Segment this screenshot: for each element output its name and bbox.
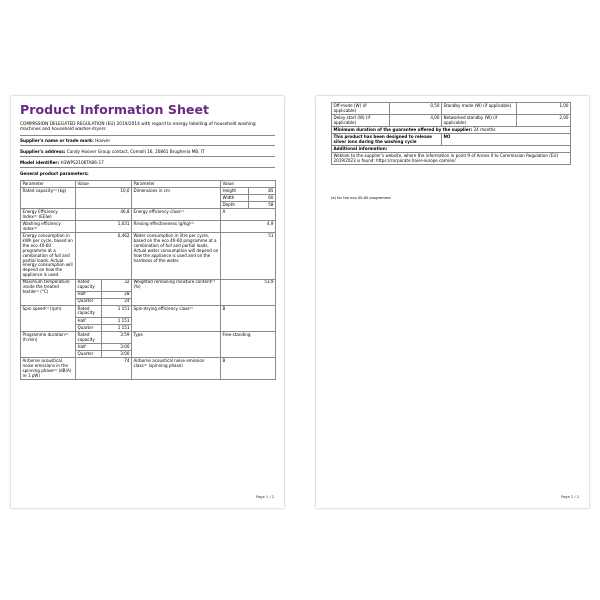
table-row: Washing efficiency index⁽ᵃ⁾ 1,031 Rinsing effectiveness (g/kg)⁽ᵃ⁾ 4,9 <box>22 220 274 231</box>
table-row: Quarter 1 151 <box>77 324 130 330</box>
supplier-address-field: Supplier's address: Candy Hoover Group contact, Comolli 16, 20861 Brugherio MB, IT <box>20 149 205 154</box>
table-row: Half 1 151 <box>77 317 130 323</box>
regulation-intro: COMMISSION DELEGATED REGULATION (EU) 2019/2014 with regard to energy labelling of household washing machines and household washer-dryers <box>20 122 256 133</box>
divider <box>20 135 275 136</box>
divider <box>20 145 275 146</box>
table-row: Quarter 24 <box>77 298 130 304</box>
page-title: Product Information Sheet <box>20 102 210 117</box>
power-table <box>331 102 571 165</box>
supplier-name-field: Supplier's name or trade mark: Hoover <box>20 138 111 143</box>
table-row: Maximum temperature inside the treated textile⁽ᵃ⁾ (°C) Rated capacity 32 Weighted remaining moisture content⁽ᵃ⁾ (%) 53,9 <box>21 279 276 291</box>
page-number: Page 2 / 2 <box>561 495 579 499</box>
table-row: Depth 58 <box>222 201 274 207</box>
table-row: Energy Efficiency Index⁽ᵃ⁾ (EEIw) 46,8 Energy efficiency class⁽ᵃ⁾ A <box>21 209 276 221</box>
table-row: Width 60 <box>222 194 274 200</box>
general-params-label: General product parameters: <box>20 171 89 176</box>
table-row: Programme duration⁽ᵃ⁾ (h:min) Rated capacity 3:59 Type Free-standing <box>21 332 276 344</box>
divider <box>20 156 275 157</box>
parameters-table <box>20 180 276 380</box>
table-row: Quarter 3:00 <box>77 350 130 356</box>
table-row: Rated capacity⁽ᵃ⁾ (kg) 10,0 Dimensions in cm Height 85 <box>21 188 276 195</box>
table-row: Delay start (W) (if applicable) 4,00 Networked standby (W) (if applicable) 2,00 <box>333 114 569 125</box>
table-row: This product has been designed to release silver ions during the washing cycle NO <box>332 134 571 146</box>
document-page-1 <box>11 96 284 508</box>
table-row: Additional information: <box>332 146 571 153</box>
model-identifier-field: Model identifier: H3WPS2106TAB6-17 <box>20 160 104 165</box>
table-row: Weblink to the supplier's website, where the information in point 9 of Annex II to Commission Regulation (EU) 2019/2023 is found: https://corporate.haier-europe.com/en/ <box>332 153 571 165</box>
divider <box>20 167 275 168</box>
table-row: Half 3:00 <box>77 343 130 349</box>
table-row: Off-mode (W) (if applicable) 0,50 Standby mode (W) (if applicable) 1,00 <box>333 102 569 113</box>
table-row: Spin speed⁽ᵃ⁾ (rpm) Rated capacity 1 151 Spin-drying efficiency class⁽ᵃ⁾ B <box>21 305 276 317</box>
table-row: Airborne acoustical noise emissions in the spinning phase⁽ᵃ⁾ (dB(A) re 1 pW) 74 Airborne acoustical noise emission class⁽ᵃ⁾ (spinning phase) B <box>21 358 276 380</box>
document-page-2 <box>316 96 589 508</box>
table-row: Energy consumption in kWh per cycle, based on the eco 40-60 programme at a combination of full and partial loads. Actual energy consumption will depend on how the appliance is used. 0,462 Water consumption in litre per cycle, based on the eco 40-60 programme at a combination of full and partial loads. Actual water consumption will depend on how the appliance is used and on the hardness of the water. 51 <box>22 232 274 278</box>
table-row: Half 28 <box>77 291 130 297</box>
footnote: (a) for the eco 40-60 programme. <box>331 196 392 200</box>
table-header-row: Parameter Value Parameter Value <box>21 181 276 188</box>
table-row: Minimum duration of the guarantee offered by the supplier: 24 months <box>332 127 571 134</box>
page-number: Page 1 / 2 <box>256 495 274 499</box>
